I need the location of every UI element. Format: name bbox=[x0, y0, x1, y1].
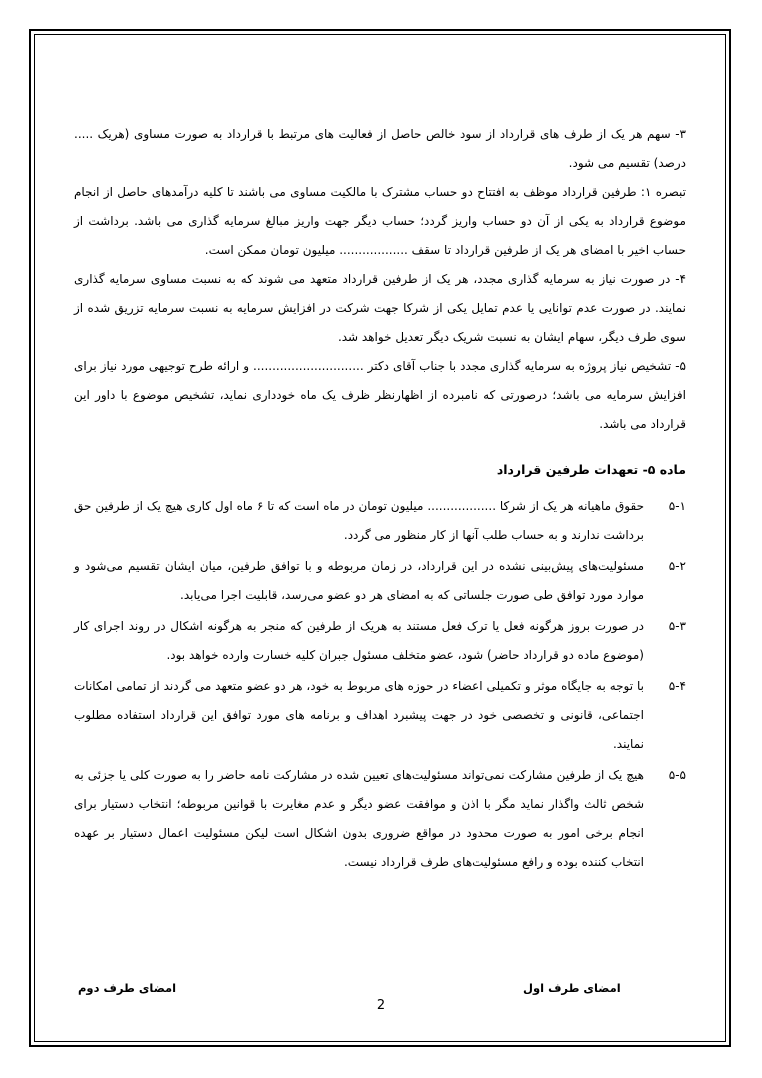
clause-text: مسئولیت‌های پیش‌بینی نشده در این قرارداد، در زمان مربوطه و با توافق طرفین، میان ایشان تقسیم می‌شود و موارد مورد توافق طی صورت جلساتی که به امضای هر دو عضو می‌رسد، قابلیت اجرا می‌یابد. bbox=[74, 559, 644, 602]
clause-item bbox=[74, 612, 686, 670]
clause-number: ۵-۱ bbox=[668, 499, 686, 513]
document-body bbox=[74, 120, 686, 879]
clause-number: ۵-۴ bbox=[668, 679, 686, 693]
clause-item bbox=[74, 672, 686, 759]
paragraph-investment-need: ۵- تشخیص نیاز پروژه به سرمایه گذاری مجدد با جناب آقای دکتر ............................. و ارائه طرح توجیهی مورد نیاز برای افزایش سرمایه می باشد؛ درصورتی که نامبرده از اظهارنظر ظرف یک ماه خودداری نماید، تشخیص موضوع با داور این قرارداد می باشد. bbox=[74, 359, 686, 431]
paragraph-reinvestment: ۴- در صورت نیاز به سرمایه گذاری مجدد، هر یک از طرفین قرارداد متعهد می شوند که به نسبت مساوی سرمایه گذاری نمایند. در صورت عدم توانایی یا عدم تمایل یکی از شرکا جهت شرکت در افزایش سرمایه به نسبت سرمایه تزریق شده از سوی طرف دیگر، سهام ایشان به نسبت شریک دیگر تعدیل خواهد شد. bbox=[74, 272, 686, 344]
clause-text: با توجه به جایگاه موثر و تکمیلی اعضاء در حوزه های مربوط به خود، هر دو عضو متعهد می گردند از تمامی امکانات اجتماعی، قانونی و تخصصی خود در جهت پیشبرد اهداف و برنامه های مورد توافق این قرارداد استفاده مطلوب نمایند. bbox=[74, 679, 644, 751]
clause-item bbox=[74, 492, 686, 550]
section-heading: ماده ۵- تعهدات طرفین قرارداد bbox=[496, 462, 686, 477]
signature-second-party: امضای طرف دوم bbox=[78, 981, 177, 995]
signature-first-party: امضای طرف اول bbox=[523, 981, 621, 995]
paragraph-note-1: تبصره ۱: طرفین قرارداد موظف به افتتاح دو حساب مشترک با مالکیت مساوی می باشند تا کلیه درآمدهای حاصل از انجام موضوع قرارداد به یکی از آن دو حساب واریز گردد؛ حساب دیگر جهت واریز مبالغ سرمایه گذاری می باشد. برداشت از حساب اخیر با امضای هر یک از طرفین قرارداد تا سقف .................. میلیون تومان ممکن است. bbox=[74, 185, 686, 257]
clause-number: ۵-۵ bbox=[668, 768, 686, 782]
page-number: 2 bbox=[376, 998, 386, 1013]
clause-text: هیچ یک از طرفین مشارکت نمی‌تواند مسئولیت‌های تعیین شده در مشارکت نامه حاضر را به صورت کلی یا جزئی به شخص ثالث واگذار نماید مگر با اذن و موافقت عضو دیگر و عدم مغایرت با قوانین مربوطه؛ انتخاب دستیار برای انجام برخی امور به صورت محدود در مواقع ضروری بدون اشکال است لیکن مسئولیت اعمال دستیار بر عهده انتخاب کننده بوده و رافع مسئولیت‌های طرف قرارداد نیست. bbox=[74, 768, 644, 869]
clause-number: ۵-۲ bbox=[668, 559, 686, 573]
clause-number: ۵-۳ bbox=[668, 619, 686, 633]
clause-item bbox=[74, 552, 686, 610]
paragraph-profit-share: ۳- سهم هر یک از طرف های قرارداد از سود خالص حاصل از فعالیت های مرتبط با قرارداد به صورت مساوی (هریک ..... درصد) تقسیم می شود. bbox=[74, 127, 686, 170]
clause-text: در صورت بروز هرگونه فعل یا ترک فعل مستند به هریک از طرفین که منجر به هرگونه اشکال در روند اجرای کار (موضوع ماده دو قرارداد حاضر) شود، عضو متخلف مسئول جبران کلیه خسارت وارده خواهد بود. bbox=[74, 619, 644, 662]
clause-item bbox=[74, 761, 686, 877]
clause-text: حقوق ماهیانه هر یک از شرکا .................. میلیون تومان در ماه است که تا ۶ ماه اول کاری هیچ یک از طرفین حق برداشت ندارند و به حساب طلب آنها از کار منظور می گردد. bbox=[74, 499, 644, 542]
